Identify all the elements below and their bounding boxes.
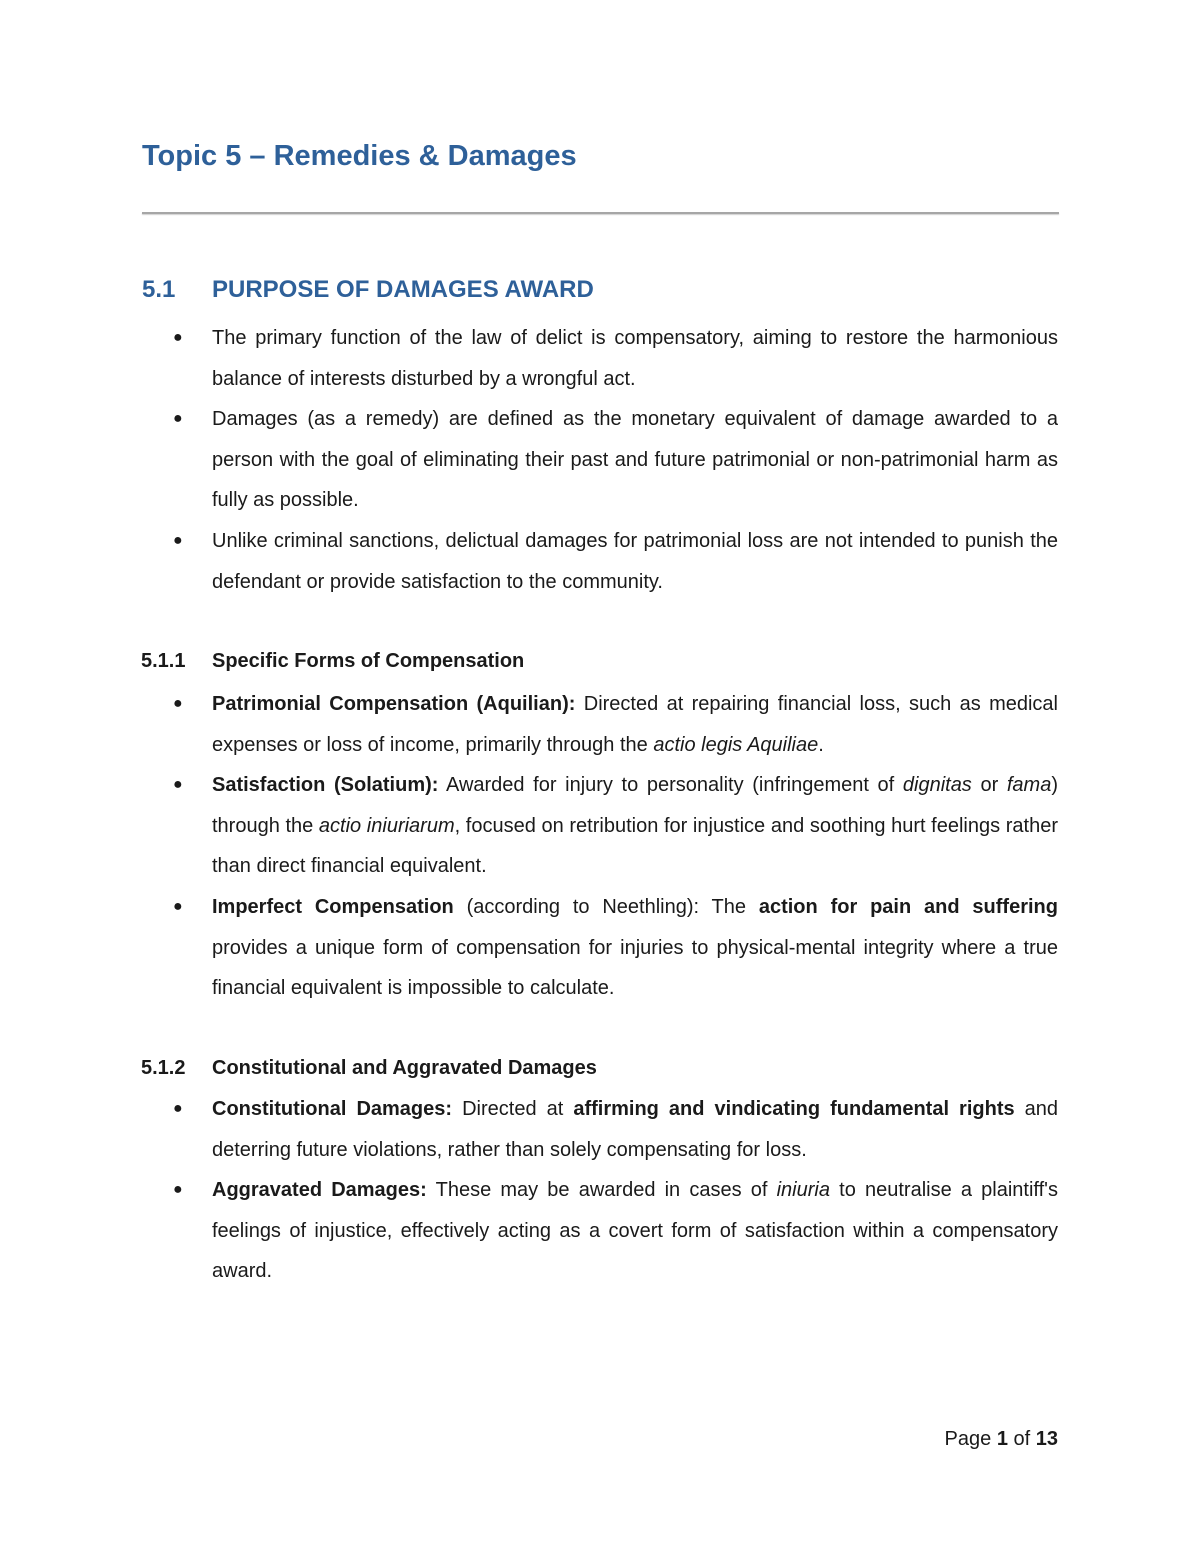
item-text: Directed at repairing financial loss, such as medical expenses or loss of income, primarily through the	[212, 693, 1058, 756]
item-text: Directed at	[452, 1098, 574, 1120]
item-text: , focused on retribution for injustice and soothing hurt feelings rather than direct financial equivalent.	[212, 814, 1059, 878]
list-item	[173, 1089, 1059, 1170]
list-item	[173, 684, 1058, 765]
section-bullet-list	[0, 318, 1200, 602]
list-item-text: The primary function of the law of delict is compensatory, aiming to restore the harmonious balance of interests disturbed by a wrongful act.	[212, 327, 1058, 390]
subsection-title: Specific Forms of Compensation	[212, 650, 525, 672]
item-text: Awarded for injury to personality (infringement of	[438, 774, 903, 797]
page-number	[945, 1428, 1058, 1451]
italic-term: actio iniuriarum	[318, 814, 455, 837]
list-item	[173, 765, 1059, 887]
list-item	[173, 318, 1058, 399]
bullet-icon: ●	[173, 1100, 183, 1117]
item-text: ) through the	[212, 774, 1058, 837]
subsection-heading-constitutional	[141, 1057, 597, 1080]
page-total: 13	[1035, 1428, 1058, 1450]
italic-term: fama	[1006, 774, 1052, 797]
term-label: Aggravated Damages:	[212, 1179, 427, 1202]
constitutional-bullet-list	[0, 1089, 1200, 1292]
bullet-icon: ●	[173, 776, 183, 794]
bullet-icon: ●	[173, 410, 183, 428]
bullet-icon: ●	[173, 531, 183, 549]
term-label: Satisfaction (Solatium):	[212, 774, 439, 797]
page-label: Page	[944, 1428, 992, 1450]
item-text: and deterring future violations, rather than solely compensating for loss.	[212, 1098, 1059, 1161]
subsection-number: 5.1.1	[141, 650, 186, 672]
term-label: Patrimonial Compensation (Aquilian):	[212, 693, 576, 715]
bullet-icon: ●	[173, 897, 183, 915]
page-current: 1	[996, 1428, 1008, 1450]
subsection-title: Constitutional and Aggravated Damages	[212, 1057, 597, 1079]
list-item	[173, 521, 1058, 602]
subsection-number: 5.1.2	[141, 1057, 186, 1079]
item-text: or	[971, 774, 1007, 797]
italic-term: dignitas	[902, 774, 972, 797]
page-of-label: of	[1013, 1428, 1031, 1450]
list-item	[173, 399, 1058, 521]
bullet-icon: ●	[173, 695, 183, 712]
section-heading	[142, 276, 594, 304]
subsection-heading-forms	[141, 650, 524, 673]
title-divider	[142, 212, 1059, 214]
document-title: Topic 5 – Remedies & Damages	[142, 140, 577, 172]
italic-term: actio legis Aquiliae	[653, 733, 819, 756]
section-title: PURPOSE OF DAMAGES AWARD	[212, 276, 594, 303]
item-text: (according to Neethling): The	[453, 895, 759, 918]
section-number: 5.1	[142, 276, 176, 303]
term-label: Constitutional Damages:	[212, 1098, 453, 1120]
item-text: provides a unique form of compensation for injuries to physical-mental integrity where a true financial equivalent is impossible to calculate.	[212, 936, 1058, 1000]
term-label: Imperfect Compensation	[212, 895, 454, 918]
forms-bullet-list	[0, 684, 1200, 1009]
list-item	[173, 887, 1058, 1009]
list-item-text: Unlike criminal sanctions, delictual damages for patrimonial loss are not intended to punish the defendant or provide satisfaction to the community.	[212, 529, 1058, 593]
list-item	[173, 1170, 1058, 1292]
italic-term: iniuria	[776, 1179, 830, 1202]
bold-phrase: affirming and vindicating fundamental rights	[573, 1098, 1015, 1120]
bullet-icon: ●	[173, 1181, 183, 1199]
item-text: .	[818, 733, 824, 756]
item-text: to neutralise a plaintiff's feelings of injustice, effectively acting as a covert form of satisfaction within a compensatory award.	[212, 1179, 1058, 1283]
item-text: These may be awarded in cases of	[426, 1179, 777, 1202]
list-item-text: Damages (as a remedy) are defined as the monetary equivalent of damage awarded to a person with the goal of eliminating their past and future patrimonial or non-patrimonial harm as fully as possible.	[212, 408, 1058, 512]
bold-phrase: action for pain and suffering	[758, 895, 1058, 918]
bullet-icon: ●	[173, 329, 183, 346]
